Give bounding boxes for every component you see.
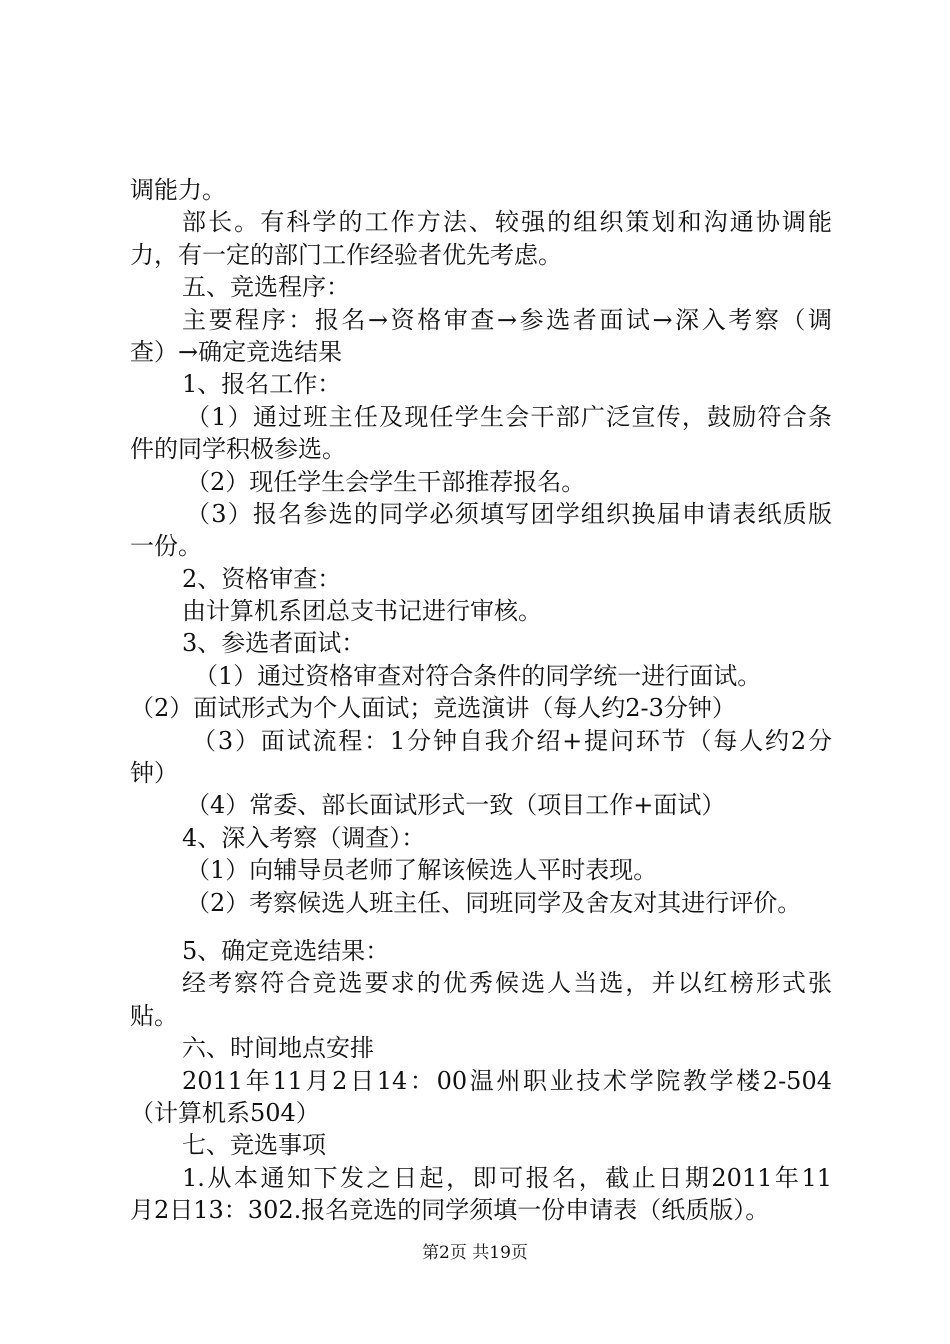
subsection-heading: 3、参选者面试： <box>182 629 366 658</box>
subsection-heading: 2、资格审查： <box>182 564 342 593</box>
text-line: （2）现任学生会学生干部推荐报名。 <box>186 467 586 496</box>
text-line: 件的同学积极参选。 <box>130 435 346 464</box>
text-line: 2011年11月2日14：00温州职业技术学院教学楼2-504 <box>182 1066 832 1095</box>
text-line: （2）考察候选人班主任、同班同学及舍友对其进行评价。 <box>186 888 802 917</box>
text-line: （1）通过班主任及现任学生会干部广泛宣传，鼓励符合条 <box>186 402 832 431</box>
section-heading: 六、时间地点安排 <box>182 1034 374 1063</box>
document-body <box>130 174 832 1227</box>
text-line: 经考察符合竞选要求的优秀候选人当选，并以红榜形式张 <box>182 969 832 998</box>
paragraph-gap <box>130 919 832 935</box>
text-line: （3）面试流程：1分钟自我介绍+提问环节（每人约2分 <box>192 726 832 755</box>
text-line: 调能力。 <box>130 176 226 204</box>
text-line: 一份。 <box>130 532 202 561</box>
text-line: （1）通过资格审查对符合条件的同学统一进行面试。 <box>194 661 762 690</box>
text-line: （计算机系504） <box>130 1098 320 1127</box>
text-line: 月2日13：302.报名竞选的同学须填一份申请表（纸质版）。 <box>130 1196 770 1225</box>
text-line: （4）常委、部长面试形式一致（项目工作+面试） <box>186 791 726 820</box>
subsection-heading: 5、确定竞选结果： <box>182 936 390 965</box>
subsection-heading: 4、深入考察（调查）： <box>182 823 426 852</box>
subsection-heading: 1、报名工作： <box>182 370 342 399</box>
text-line: （2）面试形式为个人面试；竞选演讲（每人约2-3分钟） <box>130 694 736 723</box>
text-line: 主要程序：报名→资格审查→参选者面试→深入考察（调 <box>182 305 832 334</box>
text-line: 贴。 <box>130 1001 178 1030</box>
text-line: 力，有一定的部门工作经验者优先考虑。 <box>130 240 562 269</box>
text-line: 部长。有科学的工作方法、较强的组织策划和沟通协调能 <box>182 208 832 237</box>
text-line: 钟） <box>130 759 178 788</box>
text-line: 由计算机系团总支书记进行审核。 <box>182 597 542 626</box>
text-line: 查）→确定竞选结果 <box>130 337 343 366</box>
page-number-footer: 第2页 共19页 <box>422 1243 528 1263</box>
section-heading: 五、竞选程序： <box>182 273 350 302</box>
text-line: 1.从本通知下发之日起，即可报名，截止日期2011年11 <box>182 1163 832 1192</box>
text-line: （3）报名参选的同学必须填写团学组织换届申请表纸质版 <box>186 499 832 528</box>
section-heading: 七、竞选事项 <box>182 1131 326 1160</box>
text-line: （1）向辅导员老师了解该候选人平时表现。 <box>186 856 658 885</box>
